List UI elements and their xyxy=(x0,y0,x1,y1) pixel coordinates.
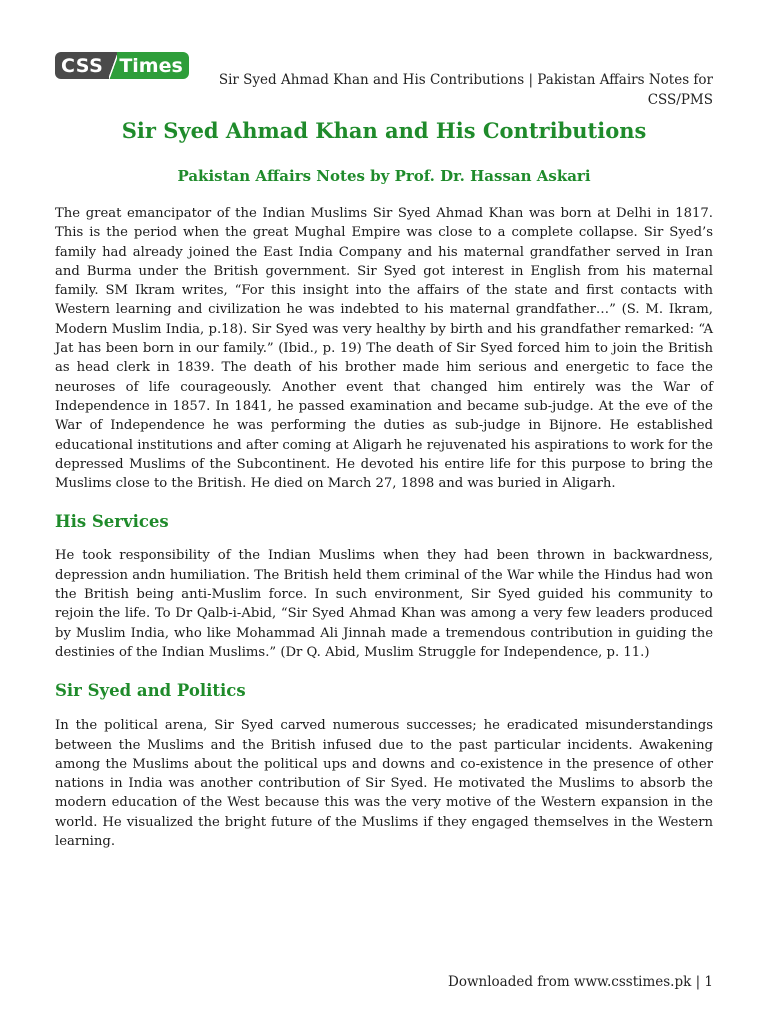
article-body xyxy=(55,204,713,851)
section-paragraph-services: He took responsibility of the Indian Muslims when they had been thrown in backwardness, depression andn humiliation. The British held them criminal of the War while the Hindus had won the British being anti-Muslim force. In such environment, Sir Syed guided his community to rejoin the life. To Dr Qalb-i-Abid, “Sir Syed Ahmad Khan was among a very few leaders produced by Muslim India, who like Mohammad Ali Jinnah made a tremendous contribution in guiding the destinies of the Indian Muslims.” (Dr Q. Abid, Muslim Struggle for Independence, p. 11.) xyxy=(55,548,713,660)
section-paragraph-politics: In the political arena, Sir Syed carved numerous successes; he eradicated misunderstandings between the Muslims and the British infused due to the past particular incidents. Awakening among the Muslims about the political ups and downs and co-existence in the presence of other nations in India was another contribution of Sir Syed. He motivated the Muslims to absorb the modern education of the West because this was the very motive of the Western expansion in the world. He visualized the bright future of the Muslims if they engaged themselves in the Western learning. xyxy=(55,718,713,850)
logo-times-text: Times xyxy=(117,52,188,79)
intro-paragraph: The great emancipator of the Indian Muslims Sir Syed Ahmad Khan was born at Delhi in 1817. This is the period when the great Mughal Empire was close to a complete collapse. Sir Syed’s family had already joined the East India Company and his maternal grandfather served in Iran and Burma under the British government. Sir Syed got interest in English from his maternal family. SM Ikram writes, “For this insight into the affairs of the state and first contacts with Western learning and civilization he was indebted to his maternal grandfather…” (S. M. Ikram, Modern Muslim India, p.18). Sir Syed was very healthy by birth and his grandfather remarked: “A Jat has been born in our family.” (Ibid., p. 19) The death of Sir Syed forced him to join the British as head clerk in 1839. The death of his brother made him serious and energetic to face the neuroses of life courageously. Another event that changed him entirely was the War of Independence in 1857. In 1841, he passed examination and became sub-judge. At the eve of the War of Independence he was performing the duties as sub-judge in Bijnore. He established educational institutions and after coming at Aligarh he rejuvenated his aspirations to work for the depressed Muslims of the Subcontinent. He devoted his entire life for this purpose to bring the Muslims close to the British. He died on March 27, 1898 and was buried in Aligarh. xyxy=(55,206,713,492)
page-title: Sir Syed Ahmad Khan and His Contributions xyxy=(121,118,647,143)
running-header: Sir Syed Ahmad Khan and His Contributions | Pakistan Affairs Notes for CSS/PMS xyxy=(218,72,713,108)
page-footer: Downloaded from www.csstimes.pk | 1 xyxy=(448,974,713,990)
page-subtitle: Pakistan Affairs Notes by Prof. Dr. Hassan Askari xyxy=(177,167,591,185)
logo-css-text: CSS xyxy=(55,52,109,79)
csstimes-logo[interactable] xyxy=(55,52,189,79)
logo-slash-divider xyxy=(109,52,117,79)
section-heading-politics: Sir Syed and Politics xyxy=(55,681,246,701)
section-heading-services: His Services xyxy=(55,512,169,532)
